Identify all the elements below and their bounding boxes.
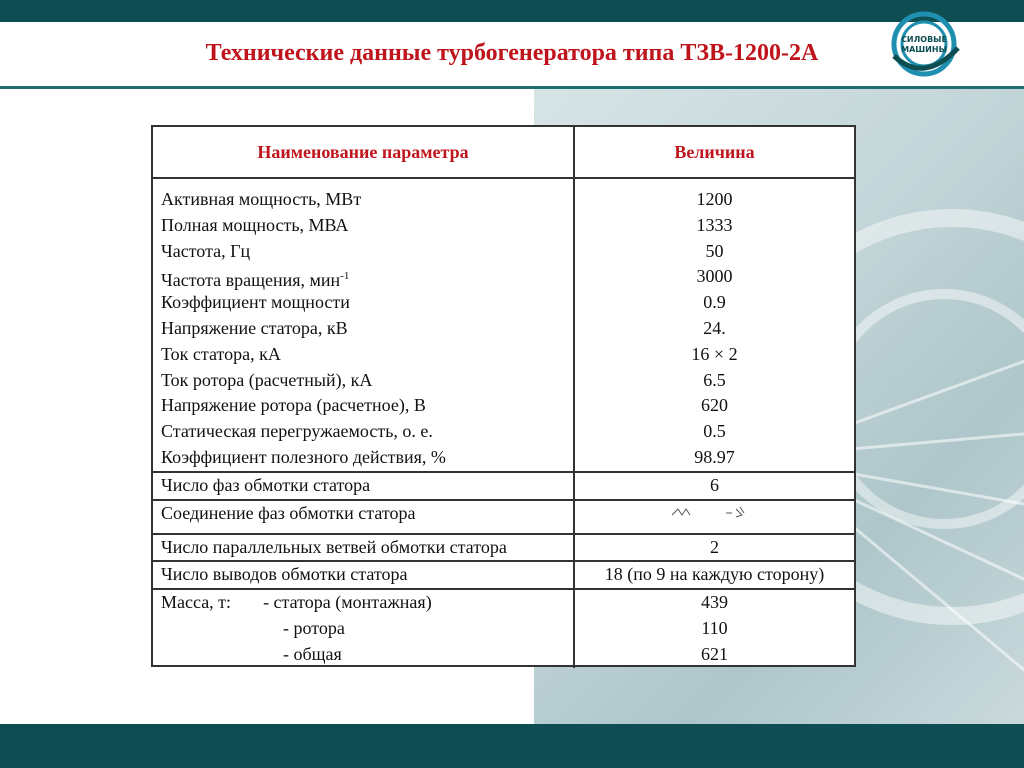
param-name: Статическая перегружаемость, о. е. bbox=[161, 421, 433, 442]
param-value: 2 bbox=[710, 536, 719, 557]
param-name: Напряжение ротора (расчетное), В bbox=[161, 395, 426, 416]
logo-line-1: СИЛОВЫЕ bbox=[901, 35, 947, 44]
param-value: 24. bbox=[703, 317, 726, 338]
param-name: Число выводов обмотки статора bbox=[161, 564, 408, 585]
param-value: 18 (по 9 на каждую сторону) bbox=[604, 564, 825, 585]
param-name: Ток ротора (расчетный), кА bbox=[161, 369, 373, 390]
top-bar bbox=[0, 0, 1024, 22]
param-name: Коэффициент полезного действия, % bbox=[161, 446, 446, 467]
param-value: 16 × 2 bbox=[691, 343, 738, 364]
param-name: Ток статора, кА bbox=[161, 343, 281, 364]
param-value: 1333 bbox=[696, 214, 733, 235]
param-name: Частота, Гц bbox=[161, 240, 251, 261]
unit-exponent: -1 bbox=[340, 270, 350, 283]
param-name-rotation: Частота вращения, мин$^{-1}$ bbox=[161, 270, 350, 291]
param-name: Активная мощность, МВт bbox=[161, 189, 362, 209]
header-parameter: Наименование параметра bbox=[153, 127, 574, 178]
bottom-bar bbox=[0, 724, 1024, 768]
mass-label: Масса, т: bbox=[161, 592, 232, 613]
param-value: 50 bbox=[705, 240, 724, 261]
param-value: 6 bbox=[710, 474, 719, 495]
param-name: Полная мощность, МВА bbox=[161, 214, 349, 235]
param-value: 620 bbox=[701, 395, 728, 416]
param-name: Коэффициент мощности bbox=[161, 292, 350, 313]
star-connection-icon bbox=[583, 501, 846, 527]
param-value: 0.9 bbox=[703, 292, 726, 313]
specs-table bbox=[151, 125, 856, 667]
group1-names bbox=[153, 178, 574, 472]
mass-item-name: - общая bbox=[283, 643, 342, 664]
mass-item-value: 621 bbox=[701, 643, 728, 664]
param-value: 3000 bbox=[696, 266, 733, 287]
param-value: 98.97 bbox=[694, 446, 735, 467]
logo-line-2: МАШИНЫ bbox=[901, 45, 947, 54]
param-value: 0.5 bbox=[703, 421, 726, 442]
company-logo-icon bbox=[884, 4, 966, 84]
page-title: Технические данные турбогенератора типа ТЗВ-1200-2А bbox=[205, 40, 819, 66]
mass-item-name: - ротора bbox=[283, 617, 345, 638]
param-name: Число параллельных ветвей обмотки статора bbox=[161, 536, 507, 557]
group1-values bbox=[574, 178, 854, 472]
mass-first-line bbox=[161, 590, 565, 616]
mass-names bbox=[153, 589, 574, 667]
mass-item-value: 110 bbox=[701, 617, 728, 638]
mass-values bbox=[574, 589, 854, 667]
param-name: Число фаз обмотки статора bbox=[161, 474, 371, 495]
param-value: 1200 bbox=[696, 189, 733, 209]
param-name: Напряжение статора, кВ bbox=[161, 317, 348, 338]
param-name: Соединение фаз обмотки статора bbox=[161, 502, 416, 523]
header-value: Величина bbox=[574, 127, 854, 178]
mass-item-value: 439 bbox=[701, 592, 728, 613]
mass-item-name: - статора (монтажная) bbox=[263, 592, 432, 613]
param-value: 6.5 bbox=[703, 369, 726, 390]
